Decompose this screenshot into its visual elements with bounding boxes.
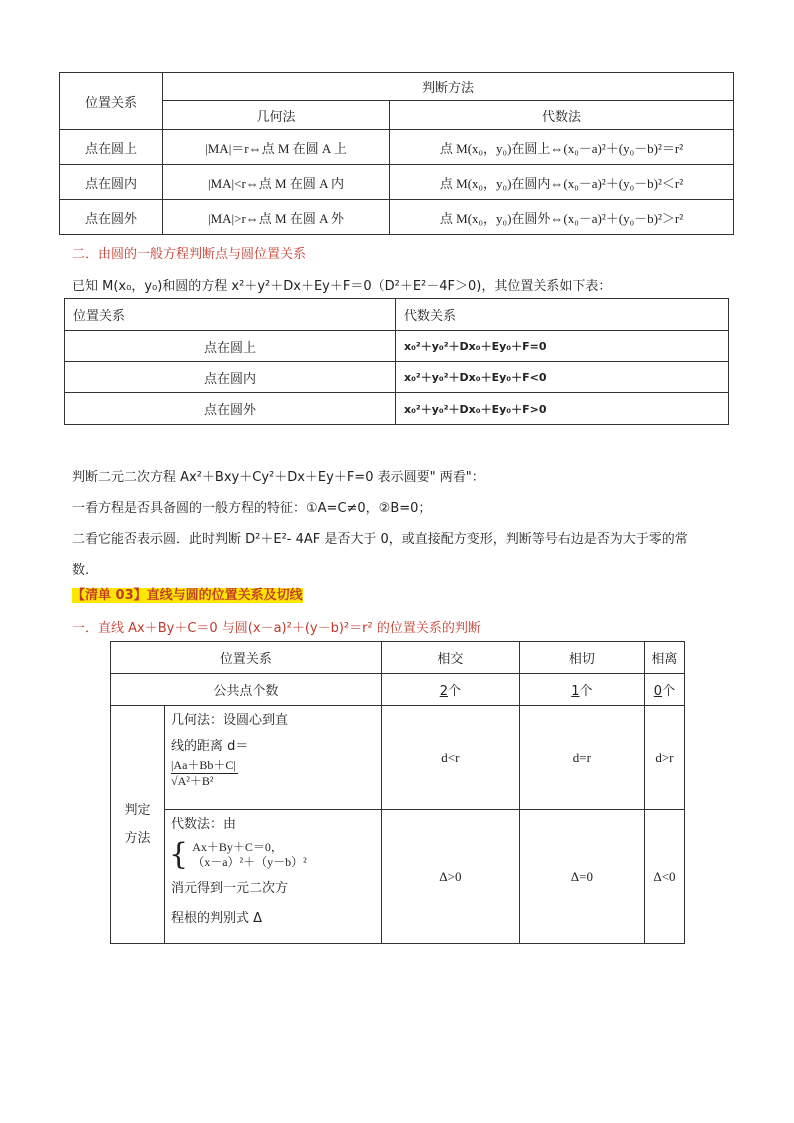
t3-alg-line1: 代数法：由 <box>171 817 237 832</box>
t2-row-out-pos: 点在圆外 <box>65 393 396 425</box>
t2-row-on-alg: x₀²＋y₀²＋Dx₀＋Ey₀＋F=0 <box>396 331 729 362</box>
t3-alg-separate: Δ<0 <box>644 810 684 944</box>
t3-common-label: 公共点个数 <box>111 674 382 706</box>
header-position: 位置关系 <box>60 73 163 130</box>
checklist-tag <box>72 584 303 603</box>
t3-geometry-method <box>165 706 382 810</box>
t3-alg-line3: 消元得到一元二次方 <box>171 881 289 896</box>
row-on-geo: |MA|＝r⇔点 M 在圆 A 上 <box>163 130 390 165</box>
t2-row-on-pos: 点在圆上 <box>65 331 396 362</box>
t3-alg-equation-2: （x－a）²＋（y－b）² <box>192 855 307 869</box>
header-geometry: 几何法 <box>163 101 390 130</box>
t3-header-tangent: 相切 <box>519 642 644 674</box>
section2-para2: 一看方程是否具备圆的一般方程的特征：①A=C≠0，②B=0； <box>72 501 432 516</box>
t3-geo-separate: d>r <box>644 706 684 810</box>
t3-geo-tangent: d=r <box>519 706 644 810</box>
t3-geo-line2: 线的距离 d＝ <box>171 739 249 754</box>
t3-alg-line4: 程根的判别式 Δ <box>171 911 263 926</box>
row-on-alg: 点 M(x₀，y₀)在圆上⇔(x₀－a)²＋(y₀－b)²＝r² <box>390 130 734 165</box>
row-out-geo: |MA|>r⇔点 M 在圆 A 外 <box>163 200 390 235</box>
general-equation-table <box>64 298 729 425</box>
t3-common-intersect-value: 2 <box>439 684 448 699</box>
t3-header-intersect: 相交 <box>381 642 519 674</box>
header-algebra: 代数法 <box>390 101 734 130</box>
t3-method-label: 判定 方法 <box>111 706 165 944</box>
t3-geo-numerator: |Aa＋Bb＋C| <box>171 758 236 772</box>
point-circle-table <box>59 72 734 235</box>
t3-header-position: 位置关系 <box>111 642 382 674</box>
row-in-geo: |MA|<r⇔点 M 在圆 A 内 <box>163 165 390 200</box>
t3-alg-intersect: Δ>0 <box>381 810 519 944</box>
section2-para3-end: 数. <box>72 563 90 578</box>
t3-geo-fraction <box>165 758 381 789</box>
row-in-alg: 点 M(x₀，y₀)在圆内⇔(x₀－a)²＋(y₀－b)²＜r² <box>390 165 734 200</box>
section2-heading: 二．由圆的一般方程判断点与圆位置关系 <box>72 247 307 262</box>
row-in-pos: 点在圆内 <box>60 165 163 200</box>
t3-geo-denominator: √A²＋B² <box>171 774 214 788</box>
t3-alg-equation-1: Ax＋By＋C＝0， <box>192 840 283 854</box>
checklist-tag-text: 【清单 03】直线与圆的位置关系及切线 <box>72 588 303 603</box>
t2-header-algebra: 代数关系 <box>396 299 729 331</box>
row-out-pos: 点在圆外 <box>60 200 163 235</box>
section2-para1: 判断二元二次方程 Ax²＋Bxy＋Cy²＋Dx＋Ey＋F=0 表示圆要" 两看"： <box>72 470 485 485</box>
section2-intro: 已知 M(x₀，y₀)和圆的方程 x²＋y²＋Dx＋Ey＋F＝0（D²＋E²－4F＞0)，其位置关系如下表： <box>72 279 612 294</box>
t2-header-position: 位置关系 <box>65 299 396 331</box>
t2-row-out-alg: x₀²＋y₀²＋Dx₀＋Ey₀＋F>0 <box>396 393 729 425</box>
row-out-alg: 点 M(x₀，y₀)在圆外⇔(x₀－a)²＋(y₀－b)²＞r² <box>390 200 734 235</box>
t3-geo-intersect: d<r <box>381 706 519 810</box>
section2-para3: 二看它能否表示圆．此时判断 D²＋E²- 4AF 是否大于 0，或直接配方变形，判断等号右边是否为大于零的常 <box>72 532 688 547</box>
t3-header-separate: 相离 <box>644 642 684 674</box>
t3-common-separate: 0个 <box>644 674 684 706</box>
t3-alg-system: { Ax＋By＋C＝0， （x－a）²＋（y－b）² <box>169 837 307 872</box>
row-on-pos: 点在圆上 <box>60 130 163 165</box>
t3-common-tangent-value: 1 <box>571 684 580 699</box>
t3-algebra-method <box>165 810 382 944</box>
section3-heading: 一．直线 Ax＋By＋C＝0 与圆(x－a)²＋(y－b)²＝r² 的位置关系的判断 <box>72 621 481 636</box>
t3-common-separate-value: 0 <box>653 684 663 699</box>
t3-common-tangent: 1个 <box>519 674 644 706</box>
t3-geo-line1: 几何法：设圆心到直 <box>171 713 289 728</box>
t2-row-in-alg: x₀²＋y₀²＋Dx₀＋Ey₀＋F<0 <box>396 362 729 393</box>
t2-row-in-pos: 点在圆内 <box>65 362 396 393</box>
header-method: 判断方法 <box>163 73 734 101</box>
t3-alg-tangent: Δ=0 <box>519 810 644 944</box>
line-circle-table <box>110 641 685 944</box>
t3-common-intersect: 2个 <box>381 674 519 706</box>
